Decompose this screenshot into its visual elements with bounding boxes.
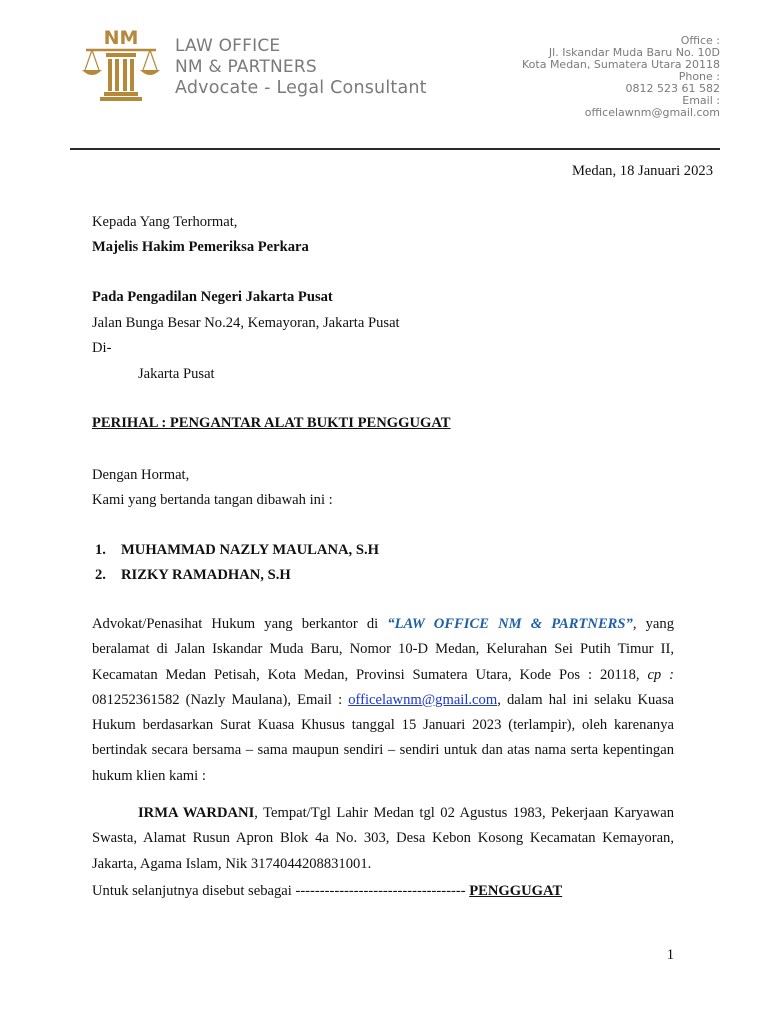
address-line-2: Kota Medan, Sumatera Utara 20118	[522, 58, 720, 71]
firm-name-inline: “LAW OFFICE NM & PARTNERS”	[387, 616, 633, 632]
greeting: Dengan Hormat,	[92, 467, 190, 483]
signatory-item	[95, 541, 379, 559]
salutation: Kepada Yang Terhormat,	[92, 214, 238, 230]
intro-line: Kami yang bertanda tangan dibawah ini :	[92, 492, 333, 508]
header-divider	[70, 148, 720, 150]
court-address: Jalan Bunga Besar No.24, Kemayoran, Jakarta Pusat	[92, 315, 400, 331]
email-address: officelawnm@gmail.com	[584, 106, 720, 119]
recipient: Majelis Hakim Pemeriksa Perkara	[92, 239, 309, 255]
phone-label: Phone :	[678, 70, 720, 83]
letter-date: Medan, 18 Januari 2023	[571, 163, 713, 179]
contact-block	[522, 35, 720, 119]
firm-name-block	[175, 36, 427, 99]
client-details: , Tempat/Tgl Lahir Medan tgl 02 Agustus 1983, Pekerjaan Karyawan Swasta, Alamat Rusun Apron Blok 4a No. 303, Desa Kebon Kosong Kecamatan Kemayoran, Jakarta, Agama Islam, Nik 3174044208831001.	[92, 805, 675, 872]
subject-line: PERIHAL : PENGANTAR ALAT BUKTI PENGGUGAT	[92, 415, 451, 431]
signatory-item	[95, 566, 291, 584]
email-link[interactable]: officelawnm@gmail.com	[348, 691, 498, 708]
brand-line-3: Advocate - Legal Consultant	[175, 78, 427, 98]
client-paragraph	[92, 801, 674, 877]
address-line-1: Jl. Iskandar Muda Baru No. 10D	[548, 46, 720, 59]
letterhead	[78, 26, 720, 126]
designation-line: Untuk selanjutnya disebut sebagai ----------------------------------- PENGGUGAT	[92, 883, 563, 899]
court-name: Pada Pengadilan Negeri Jakarta Pusat	[92, 289, 333, 305]
logo-monogram: NM	[103, 27, 139, 49]
brand-line-1: LAW OFFICE	[175, 36, 281, 56]
signatory-number: 1.	[95, 542, 106, 558]
di-label: Di-	[92, 340, 112, 356]
office-label: Office :	[680, 34, 720, 47]
signatory-number: 2.	[95, 567, 106, 583]
signatory-name: RIZKY RAMADHAN, S.H	[121, 567, 291, 583]
brand-line-2: NM & PARTNERS	[175, 57, 317, 77]
page-number: 1	[666, 947, 674, 963]
law-firm-logo	[78, 26, 164, 102]
phone-number: 0812 523 61 582	[625, 82, 720, 95]
email-label: Email :	[682, 94, 720, 107]
signatory-name: MUHAMMAD NAZLY MAULANA, S.H	[121, 542, 379, 558]
representation-paragraph: Advokat/Penasihat Hukum yang berkantor di “LAW OFFICE NM & PARTNERS”, yang beralamat di Jalan Iskandar Muda Baru, Nomor 10-D Medan, Kelurahan Sei Putih Timur II, Kecamatan Medan Petisah, Kota Medan, Provinsi Sumatera Utara, Kode Pos : 20118, cp : 081252361582 (Nazly Maulana), Email : officelawnm@gmail.com, dalam hal ini selaku Kuasa Hukum berdasarkan Surat Kuasa Khusus tanggal 15 Januari 2023 (terlampir), oleh karenanya bertindak secara bersama – sama maupun sendiri – sendiri untuk dan atas nama serta kepentingan hukum klien kami :	[92, 616, 674, 784]
city: Jakarta Pusat	[138, 366, 215, 382]
party-role: PENGGUGAT	[469, 883, 563, 899]
client-name: IRMA WARDANI	[138, 805, 255, 821]
